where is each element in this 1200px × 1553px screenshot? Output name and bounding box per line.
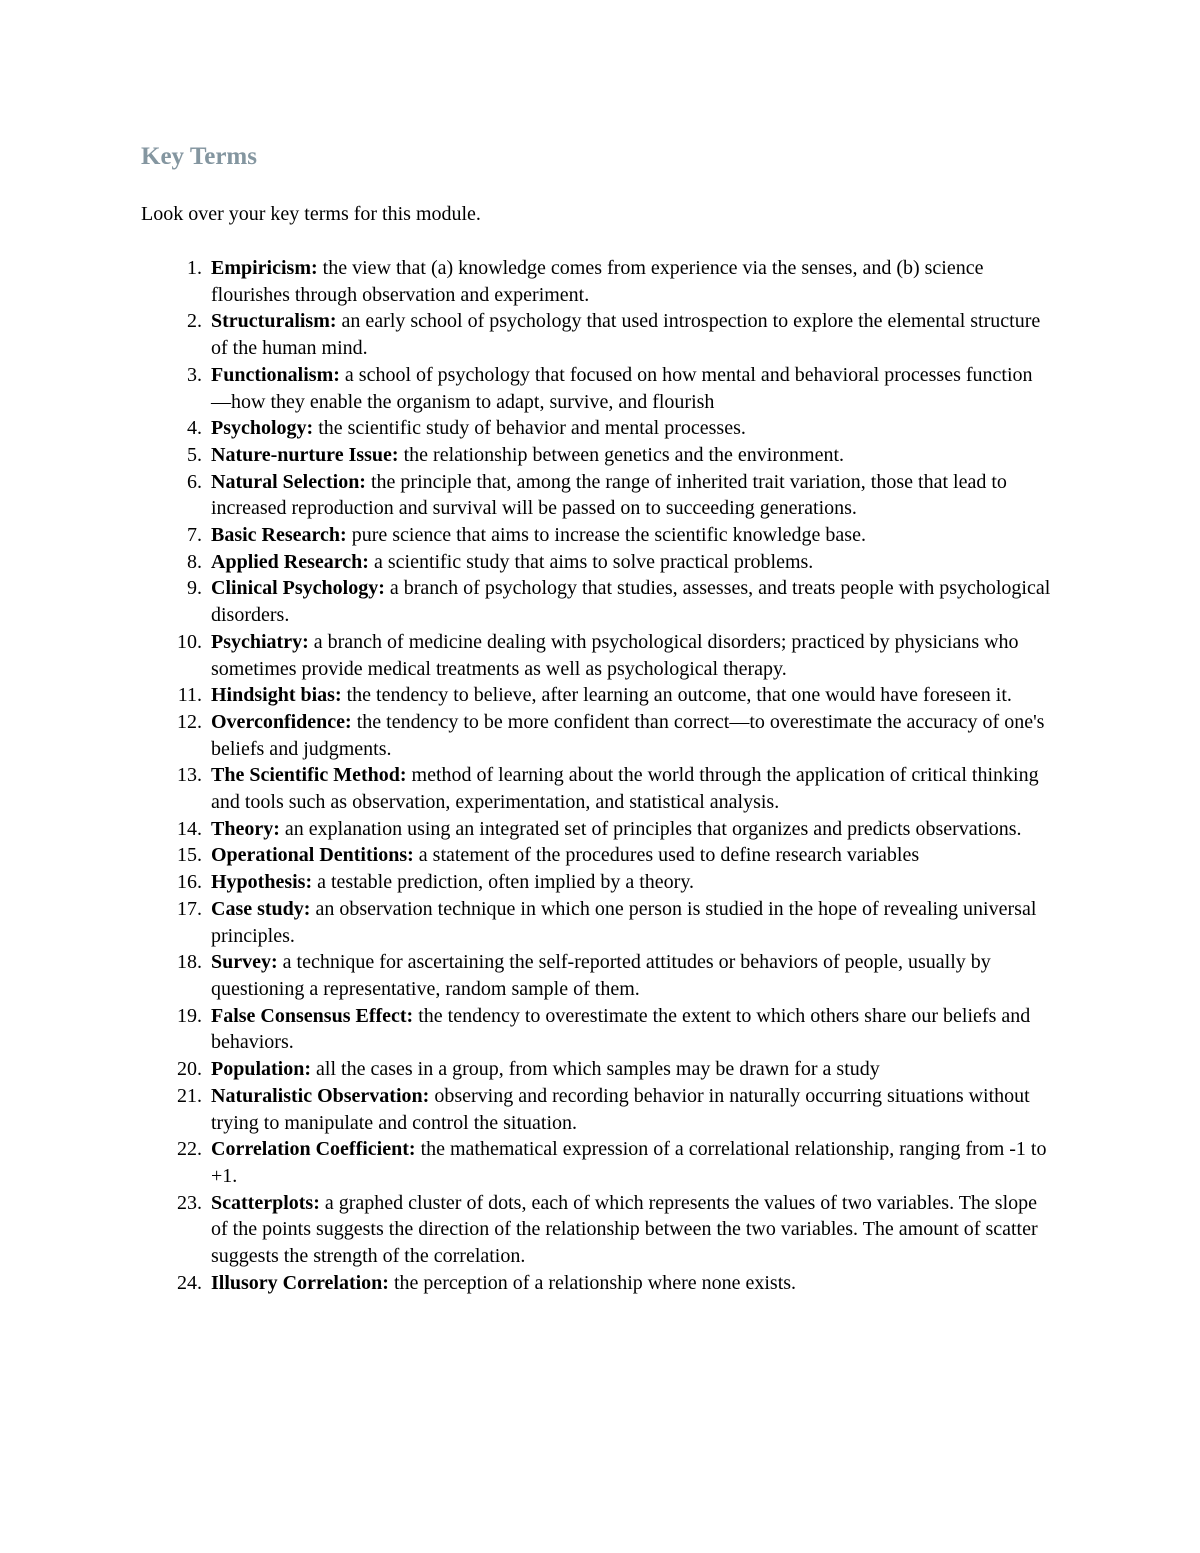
term-name: Empiricism: xyxy=(211,257,318,279)
term-name: Applied Research: xyxy=(211,550,369,573)
key-term-item xyxy=(0,1056,1051,1083)
intro-text: Look over your key terms for this module. xyxy=(141,203,481,225)
term-number: 10. xyxy=(177,630,202,653)
term-name: Psychiatry: xyxy=(211,630,309,653)
term-name: Scatterplots: xyxy=(211,1191,320,1214)
key-term-item xyxy=(0,949,1051,1002)
term-number: 16. xyxy=(177,871,202,894)
key-term-item xyxy=(0,842,1051,869)
term-name: Psychology: xyxy=(211,417,314,440)
term-definition: an early school of psychology that used introspection to explore the elemental structure of the human mind. xyxy=(211,310,1041,360)
term-definition: an observation technique in which one person is studied in the hope of revealing universal principles. xyxy=(211,897,1037,947)
term-definition: a technique for ascertaining the self-reported attitudes or behaviors of people, usually by questioning a representative, random sample of them. xyxy=(211,951,991,1000)
term-name: Hypothesis: xyxy=(211,871,313,894)
term-definition: a branch of psychology that studies, assesses, and treats people with psychological disorders. xyxy=(211,577,1051,627)
key-term-item xyxy=(0,629,1051,682)
term-number: 21. xyxy=(177,1084,202,1107)
term-name: Overconfidence: xyxy=(211,710,352,733)
term-number: 22. xyxy=(177,1138,202,1161)
term-number: 12. xyxy=(177,710,202,733)
term-name: Clinical Psychology: xyxy=(211,577,385,600)
term-name: Operational Dentitions: xyxy=(211,844,414,867)
term-name: Population: xyxy=(211,1058,312,1081)
term-number: 5. xyxy=(187,443,202,466)
term-definition: method of learning about the world through the application of critical thinking and tools such as observation, experimentation, and statistical analysis. xyxy=(211,764,1039,814)
term-name: False Consensus Effect: xyxy=(211,1004,414,1027)
term-name: Structuralism: xyxy=(211,310,337,333)
key-term-item xyxy=(0,709,1051,762)
term-definition: the mathematical expression of a correlational relationship, ranging from -1 to +1. xyxy=(211,1138,1047,1187)
term-number: 4. xyxy=(187,417,202,440)
key-term-item xyxy=(0,682,1051,709)
term-definition: a statement of the procedures used to define research variables xyxy=(413,844,920,867)
term-number: 6. xyxy=(187,470,202,493)
key-term-item xyxy=(0,1003,1051,1056)
term-definition: pure science that aims to increase the scientific knowledge base. xyxy=(346,524,866,547)
term-definition: the tendency to be more confident than correct—to overestimate the accuracy of one's beliefs and judgments. xyxy=(211,710,1045,760)
key-term-item xyxy=(0,1190,1051,1270)
key-term-item xyxy=(0,308,1051,361)
term-definition: the tendency to overestimate the extent to which others share our beliefs and behaviors. xyxy=(211,1004,1031,1054)
key-terms-list xyxy=(0,255,1200,1296)
term-number: 17. xyxy=(177,897,202,920)
term-definition: a graphed cluster of dots, each of which represents the values of two variables. The slope of the points suggests the direction of the relationship between the two variables. The amount of scatter suggests the strength of the correlation. xyxy=(211,1191,1038,1268)
key-term-item xyxy=(0,442,1051,469)
key-term-item xyxy=(0,549,1051,576)
key-term-item xyxy=(0,255,1051,308)
term-number: 18. xyxy=(177,951,202,974)
term-definition: a testable prediction, often implied by a theory. xyxy=(312,871,695,894)
term-definition: the perception of a relationship where none exists. xyxy=(388,1271,797,1294)
term-definition: the tendency to believe, after learning an outcome, that one would have foreseen it. xyxy=(341,684,1012,707)
key-term-item xyxy=(0,575,1051,628)
term-number: 3. xyxy=(187,363,202,386)
term-name: Survey: xyxy=(211,951,278,974)
term-definition: a school of psychology that focused on how mental and behavioral processes function—how they enable the organism to adapt, survive, and flourish xyxy=(211,363,1033,413)
term-number: 1. xyxy=(187,257,202,279)
term-number: 15. xyxy=(177,844,202,867)
term-number: 23. xyxy=(177,1191,202,1214)
term-name: Functionalism: xyxy=(211,363,340,386)
term-definition: the scientific study of behavior and mental processes. xyxy=(313,417,746,440)
term-name: Illusory Correlation: xyxy=(211,1271,389,1294)
term-number: 8. xyxy=(187,550,202,573)
key-term-item xyxy=(0,1083,1051,1136)
term-name: Correlation Coefficient: xyxy=(211,1138,416,1161)
key-term-item xyxy=(0,522,1051,549)
term-name: Nature-nurture Issue: xyxy=(211,443,399,466)
term-name: Natural Selection: xyxy=(211,470,366,493)
term-definition: the relationship between genetics and the environment. xyxy=(398,443,845,466)
key-term-item xyxy=(0,1136,1051,1189)
key-term-item xyxy=(0,896,1051,949)
key-term-item xyxy=(0,816,1051,843)
term-number: 9. xyxy=(187,577,202,600)
term-definition: an explanation using an integrated set of principles that organizes and predicts observations. xyxy=(279,817,1022,840)
term-name: Basic Research: xyxy=(211,524,347,547)
key-term-item xyxy=(0,762,1051,815)
key-term-item xyxy=(0,1270,1051,1297)
term-number: 20. xyxy=(177,1058,202,1081)
term-name: Naturalistic Observation: xyxy=(211,1084,430,1107)
term-number: 19. xyxy=(177,1004,202,1027)
term-definition: observing and recording behavior in naturally occurring situations without trying to manipulate and control the situation. xyxy=(211,1084,1030,1134)
term-number: 7. xyxy=(187,524,202,547)
term-name: Case study: xyxy=(211,897,311,920)
term-definition: all the cases in a group, from which samples may be drawn for a study xyxy=(311,1058,880,1081)
key-term-item xyxy=(0,869,1051,896)
term-definition: the principle that, among the range of inherited trait variation, those that lead to increased reproduction and survival will be passed on to succeeding generations. xyxy=(211,470,1007,520)
key-term-item xyxy=(0,362,1051,415)
term-number: 24. xyxy=(177,1271,202,1294)
term-number: 13. xyxy=(177,764,202,787)
term-definition: a branch of medicine dealing with psychological disorders; practiced by physicians who sometimes provide medical treatments as well as psychological therapy. xyxy=(211,630,1019,680)
term-name: Theory: xyxy=(211,817,280,840)
term-number: 11. xyxy=(177,684,202,707)
term-number: 14. xyxy=(177,817,202,840)
page-title: Key Terms xyxy=(141,143,257,170)
term-name: Hindsight bias: xyxy=(211,684,342,707)
term-number: 2. xyxy=(187,310,202,333)
term-definition: the view that (a) knowledge comes from experience via the senses, and (b) science flourishes through observation and experiment. xyxy=(211,257,984,306)
key-term-item xyxy=(0,469,1051,522)
key-term-item xyxy=(0,415,1051,442)
term-definition: a scientific study that aims to solve practical problems. xyxy=(368,550,814,573)
term-name: The Scientific Method: xyxy=(211,764,407,787)
